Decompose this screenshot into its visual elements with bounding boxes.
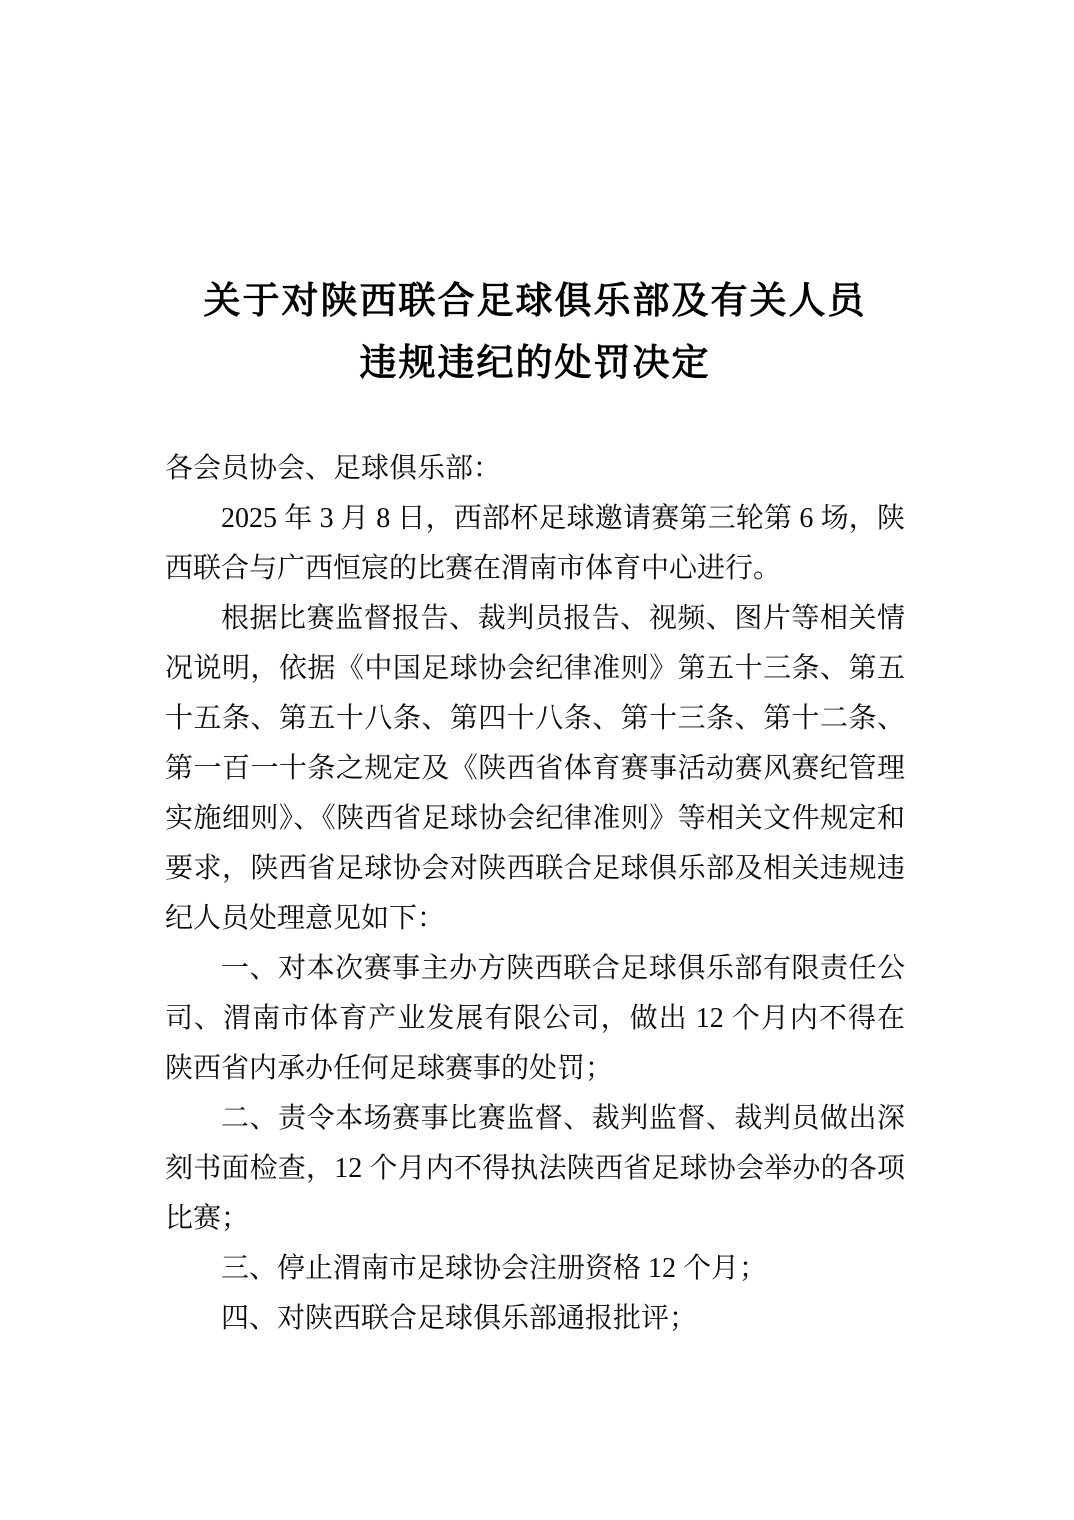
salutation-line: 各会员协会、足球俱乐部： (165, 453, 502, 484)
document-title (165, 270, 905, 394)
document-content (165, 270, 905, 1344)
document-body (165, 444, 905, 1344)
document-title-line-1: 关于对陕西联合足球俱乐部及有关人员 (203, 280, 867, 321)
paragraph-penalty-item-4: 四、对陕西联合足球俱乐部通报批评； (221, 1303, 698, 1334)
paragraph-match-info: 2025 年 3 月 8 日，西部杯足球邀请赛第三轮第 6 场，陕西联合与广西恒宸的比赛在渭南市体育中心进行。 (165, 503, 905, 584)
paragraph-penalty-item-3: 三、停止渭南市足球协会注册资格 12 个月； (221, 1253, 768, 1284)
paragraph-penalty-item-1: 一、对本次赛事主办方陕西联合足球俱乐部有限责任公司、渭南市体育产业发展有限公司，做出 12 个月内不得在陕西省内承办任何足球赛事的处罚； (165, 953, 905, 1084)
paragraph-basis-and-rules: 根据比赛监督报告、裁判员报告、视频、图片等相关情况说明，依据《中国足球协会纪律准则》第五十三条、第五十五条、第五十八条、第四十八条、第十三条、第十二条、第一百一十条之规定及《陕西省体育赛事活动赛风赛纪管理实施细则》、《陕西省足球协会纪律准则》等相关文件规定和要求，陕西省足球协会对陕西联合足球俱乐部及相关违规违纪人员处理意见如下： (165, 603, 905, 934)
paragraph-penalty-item-2: 二、责令本场赛事比赛监督、裁判监督、裁判员做出深刻书面检查，12 个月内不得执法陕西省足球协会举办的各项比赛； (165, 1103, 905, 1234)
document-title-line-2: 违规违纪的处罚决定 (359, 342, 711, 383)
